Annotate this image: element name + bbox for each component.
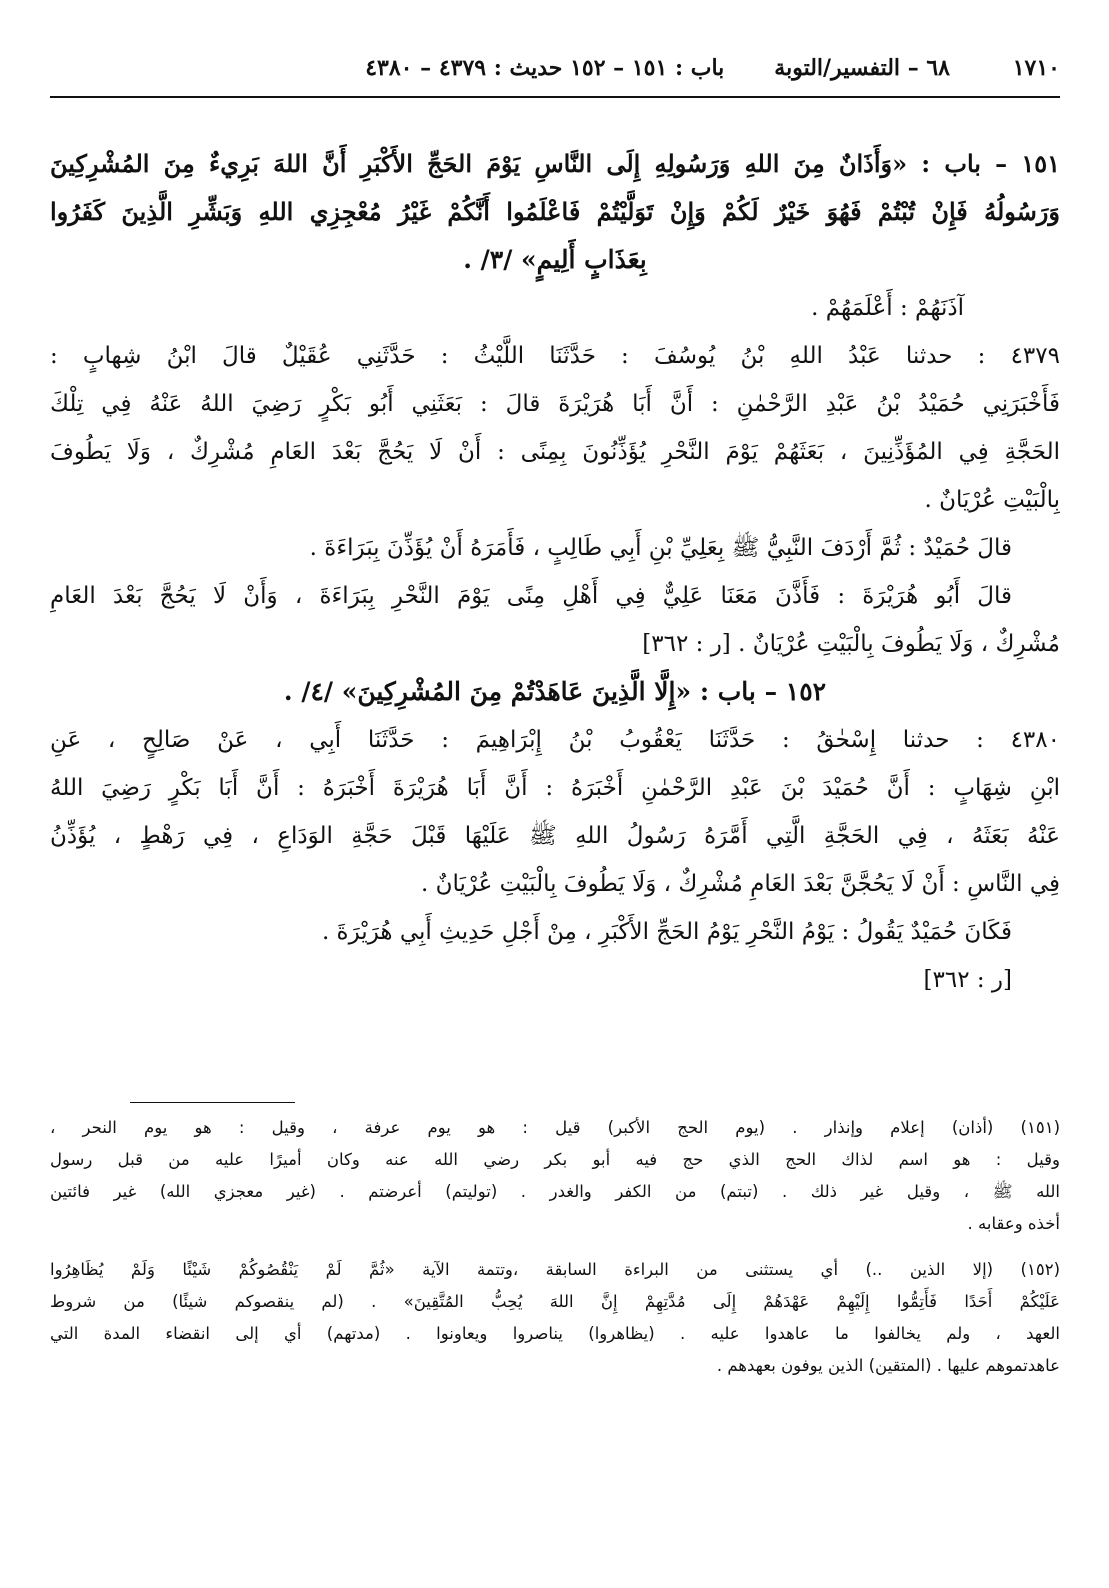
footnote-151-line-2: وقيل : هو اسم لذاك الحج الذي حج فيه أبو بكر رضي الله عنه وكان أميرًا عليه من قبل رسول bbox=[50, 1150, 1060, 1169]
header-divider bbox=[50, 96, 1060, 98]
footnote-151-line-3: الله ﷺ ، وقيل غير ذلك . (تبتم) من الكفر والغدر . (توليتم) أعرضتم . (غير معجزي الله) غير فائتين bbox=[50, 1182, 1060, 1201]
hadith-4379-line-6: قالَ أَبُو هُرَيْرَةَ : فَأَذَّنَ مَعَنَا عَلِيٌّ فِي أَهْلِ مِنًى يَوْمَ النَّحْرِ بِبَرَاءَةَ ، وَأَنْ لَا يَحُجَّ بَعْدَ العَامِ bbox=[50, 583, 1012, 609]
running-header bbox=[50, 48, 1060, 88]
hadith-4379-line-2: فَأَخْبَرَنِي حُمَيْدُ بْنُ عَبْدِ الرَّحْمٰنِ : أَنَّ أَبَا هُرَيْرَةَ قالَ : بَعَثَنِي أَبُو بَكْرٍ رَضِيَ اللهُ عَنْهُ فِي تِلْكَ bbox=[50, 391, 1060, 417]
chapter-151-heading-line-1: ١٥١ – باب : «وَأَذَانٌ مِنَ اللهِ وَرَسُولِهِ إِلَى النَّاسِ يَوْمَ الحَجِّ الأَكْبَرِ أَنَّ اللهَ بَرِيءٌ مِنَ المُشْرِكِينَ bbox=[50, 149, 1060, 178]
hadith-4379-line-7: مُشْرِكٌ ، وَلَا يَطُوفَ بِالْبَيْتِ عُرْيَانٌ . [ر : ٣٦٢] bbox=[642, 631, 1060, 657]
footnote-151-line-4: أخذه وعقابه . bbox=[967, 1214, 1060, 1233]
hadith-4379-line-3: الحَجَّةِ فِي المُؤَذِّنِينَ ، بَعَثَهُمْ يَوْمَ النَّحْرِ يُؤَذِّنُونَ بِمِنًى : أَنْ لَا يَحُجَّ بَعْدَ العَامِ مُشْرِكٌ ، وَلَا يَطُوفَ bbox=[50, 439, 1060, 465]
footnote-151-line-1: (١٥١) (أذان) إعلام وإنذار . (يوم الحج الأكبر) قيل : هو يوم عرفة ، وقيل : هو يوم النحر ، bbox=[50, 1118, 1060, 1137]
hadith-4380-line-3: عَنْهُ بَعَثَهُ ، فِي الحَجَّةِ الَّتِي أَمَّرَهُ رَسُولُ اللهِ ﷺ عَلَيْهَا قَبْلَ حَجَّةِ الوَدَاعِ ، فِي رَهْطٍ ، يُؤَذِّنُ bbox=[50, 823, 1060, 849]
hadith-4379-line-4: بِالْبَيْتِ عُرْيَانٌ . bbox=[924, 487, 1060, 513]
hadith-4380-line-2: ابْنِ شِهَابٍ : أَنَّ حُمَيْدَ بْنَ عَبْدِ الرَّحْمٰنِ أَخْبَرَهُ : أَنَّ أَبَا هُرَيْرَةَ أَخْبَرَهُ : أَنَّ أَبَا بَكْرٍ رَضِيَ اللهُ bbox=[50, 775, 1060, 801]
footnote-152-line-4: عاهدتموهم عليها . (المتقين) الذين يوفون بعهدهم . bbox=[716, 1356, 1060, 1375]
footnote-divider bbox=[130, 1102, 295, 1103]
footnote-152-line-1: (١٥٢) (إلا الذين ..) أي يستثنى من البراءة السابقة ،وتتمة الآية «ثُمَّ لَمْ يَنْقُصُوكُمْ شَيْئًا وَلَمْ يُظَاهِرُوا bbox=[50, 1260, 1060, 1279]
hadith-4380-cross-reference: [ر : ٣٦٢] bbox=[923, 967, 1012, 993]
chapter-152-heading: ١٥٢ – باب : «إِلَّا الَّذِينَ عَاهَدْتُمْ مِنَ المُشْرِكِينَ» /٤/ . bbox=[283, 677, 827, 706]
chapter-151-heading-line-3: بِعَذَابٍ أَلِيمٍ» /٣/ . bbox=[463, 245, 647, 274]
word-gloss: آذَنَهُمْ : أَعْلَمَهُمْ . bbox=[811, 295, 964, 321]
chapter-hadith-reference: باب : ١٥١ – ١٥٢ حديث : ٤٣٧٩ – ٤٣٨٠ bbox=[365, 55, 725, 81]
main-text bbox=[50, 140, 1060, 1004]
hadith-4380-line-1: ٤٣٨٠ : حدثنا إِسْحٰقُ : حَدَّثَنَا يَعْقُوبُ بْنُ إِبْرَاهِيمَ : حَدَّثَنَا أَبِي ، عَنْ صَالِحٍ ، عَنِ bbox=[50, 727, 1060, 753]
footnote-152-line-2: عَلَيْكُمْ أَحَدًا فَأَتِمُّوا إِلَيْهِمْ عَهْدَهُمْ إِلَى مُدَّتِهِمْ إِنَّ اللهَ يُحِبُّ المُتَّقِينَ» . (لم ينقصوكم شيئًا) من شروط bbox=[50, 1292, 1060, 1311]
hadith-4379-line-1: ٤٣٧٩ : حدثنا عَبْدُ اللهِ بْنُ يُوسُفَ : حَدَّثَنَا اللَّيْثُ : حَدَّثَنِي عُقَيْلٌ قالَ ابْنُ شِهابٍ : bbox=[50, 343, 1060, 369]
chapter-151-heading-line-2: وَرَسُولُهُ فَإِنْ تُبْتُمْ فَهُوَ خَيْرٌ لَكُمْ وَإِنْ تَوَلَّيْتُمْ فَاعْلَمُوا أَنَّكُمْ غَيْرُ مُعْجِزِي اللهِ وَبَشِّرِ الَّذِينَ كَفَرُوا bbox=[50, 197, 1060, 226]
page-number: ١٧١٠ bbox=[1012, 55, 1060, 81]
footnotes bbox=[50, 1112, 1060, 1382]
hadith-4380-line-4: فِي النَّاسِ : أَنْ لَا يَحُجَّنَّ بَعْدَ العَامِ مُشْرِكٌ ، وَلَا يَطُوفَ بِالْبَيْتِ عُرْيَانٌ . bbox=[420, 871, 1060, 897]
hadith-4379-line-5: قالَ حُمَيْدٌ : ثُمَّ أَرْدَفَ النَّبِيُّ ﷺ بِعَلِيِّ بْنِ أَبِي طَالِبٍ ، فَأَمَرَهُ أَنْ يُؤَذِّنَ بِبَرَاءَةَ . bbox=[309, 535, 1012, 561]
hadith-4380-line-5: فَكَانَ حُمَيْدٌ يَقُولُ : يَوْمُ النَّحْرِ يَوْمُ الحَجِّ الأَكْبَرِ ، مِنْ أَجْلِ حَدِيثِ أَبِي هُرَيْرَةَ . bbox=[321, 919, 1012, 945]
footnote-spacer bbox=[50, 1240, 1060, 1254]
footnote-152-line-3: العهد ، ولم يخالفوا ما عاهدوا عليه . (يظاهروا) يناصروا ويعاونوا . (مدتهم) أي إلى انقضاء المدة التي bbox=[50, 1324, 1060, 1343]
book-page bbox=[50, 48, 1060, 1548]
section-title: ٦٨ – التفسير/التوبة bbox=[774, 55, 950, 81]
